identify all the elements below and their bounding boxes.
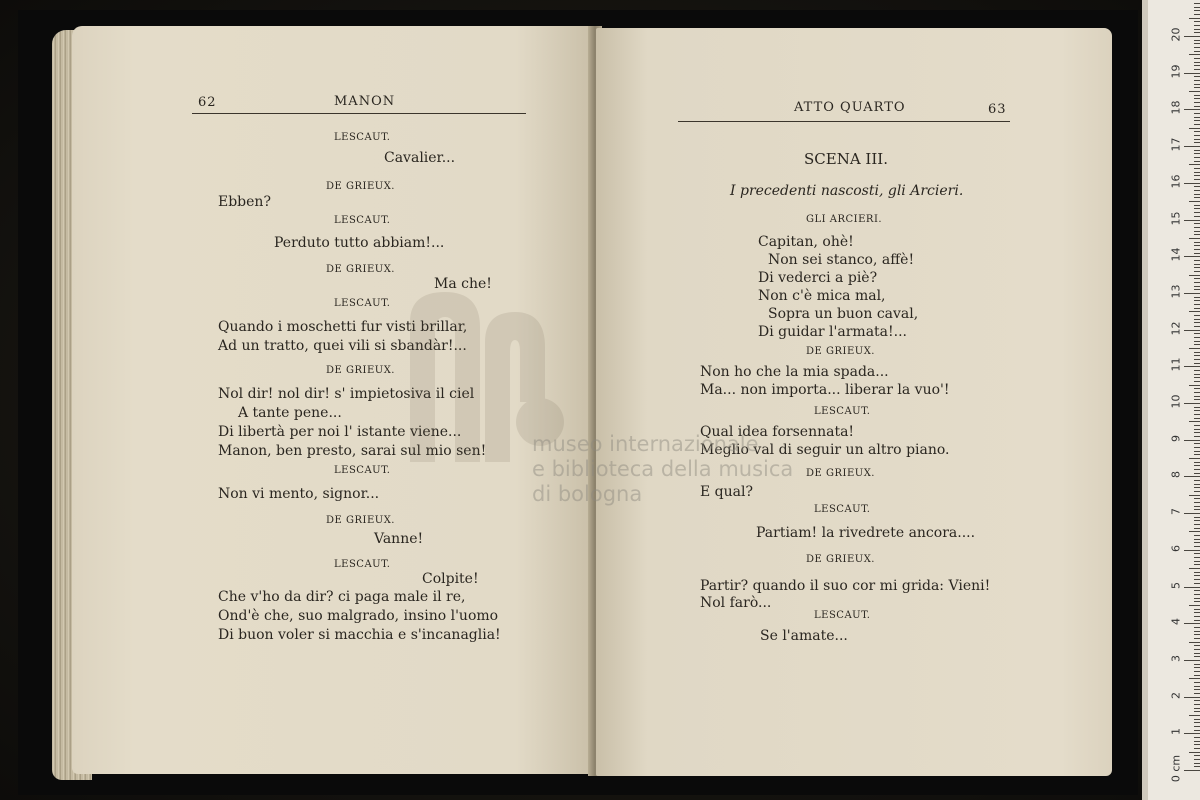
speaker-label: LESCAUT. (334, 298, 391, 309)
ruler-tick (1194, 47, 1200, 48)
ruler-tick (1194, 598, 1200, 599)
verse-line: Non vi mento, signor... (218, 486, 380, 502)
ruler-tick (1194, 131, 1200, 132)
ruler-tick (1194, 517, 1200, 518)
verse-line: Nol farò... (700, 595, 772, 611)
ruler-label: 1 (1169, 728, 1183, 736)
ruler-tick (1184, 220, 1200, 221)
speaker-label: DE GRIEUX. (806, 468, 875, 479)
ruler-tick (1194, 194, 1200, 195)
ruler-tick (1194, 484, 1200, 485)
ruler-tick (1194, 575, 1200, 576)
verse-line: Ond'è che, suo malgrado, insino l'uomo (218, 608, 499, 624)
ruler-tick (1194, 186, 1200, 187)
left-head-rule (192, 113, 526, 114)
ruler-tick (1194, 175, 1200, 176)
ruler-label: 5 (1169, 581, 1183, 589)
verse-line: Ad un tratto, quei vili si sbandàr!... (218, 338, 467, 354)
ruler-tick (1194, 264, 1200, 265)
ruler-tick (1184, 403, 1200, 404)
verse-line: Di buon voler si macchia e s'incanaglia! (218, 627, 501, 643)
ruler-tick (1189, 128, 1200, 129)
ruler-tick (1194, 98, 1200, 99)
ruler-tick (1194, 168, 1200, 169)
ruler-label: 9 (1169, 434, 1183, 442)
speaker-label: LESCAUT. (814, 504, 871, 515)
ruler-label: 15 (1169, 211, 1183, 225)
ruler-tick (1194, 730, 1200, 731)
ruler-tick (1194, 161, 1200, 162)
ruler-tick (1194, 190, 1200, 191)
ruler-label: 12 (1169, 321, 1183, 336)
verse-line: Perduto tutto abbiam!... (274, 235, 445, 251)
ruler-tick (1194, 425, 1200, 426)
ruler-tick (1194, 142, 1200, 143)
ruler-tick (1194, 675, 1200, 676)
verse-line: Vanne! (374, 531, 424, 547)
ruler-tick (1189, 421, 1200, 422)
ruler-tick (1184, 109, 1200, 110)
ruler-tick (1194, 300, 1200, 301)
ruler-tick (1194, 80, 1200, 81)
ruler-tick (1189, 54, 1200, 55)
ruler-tick (1194, 748, 1200, 749)
right-page (596, 28, 1112, 776)
ruler-tick (1194, 502, 1200, 503)
ruler-label: 0 cm (1169, 754, 1183, 783)
ruler-tick (1184, 36, 1200, 37)
ruler-tick (1194, 113, 1200, 114)
verse-line: Che v'ho da dir? ci paga male il re, (218, 589, 466, 605)
ruler-tick (1194, 388, 1200, 389)
ruler-tick (1194, 443, 1200, 444)
ruler-tick (1194, 341, 1200, 342)
verse-line: Capitan, ohè! (758, 234, 854, 250)
ruler-tick (1194, 473, 1200, 474)
ruler-tick (1184, 293, 1200, 294)
speaker-label: LESCAUT. (814, 610, 871, 621)
ruler-tick (1194, 286, 1200, 287)
ruler-tick (1194, 29, 1200, 30)
ruler-tick (1184, 476, 1200, 477)
ruler-tick (1184, 330, 1200, 331)
ruler-tick (1194, 315, 1200, 316)
ruler-tick (1194, 278, 1200, 279)
ruler-tick (1194, 25, 1200, 26)
ruler-tick (1194, 414, 1200, 415)
ruler-tick (1194, 153, 1200, 154)
ruler-tick (1194, 157, 1200, 158)
ruler-tick (1194, 667, 1200, 668)
watermark-line: e biblioteca della musica (532, 457, 794, 481)
ruler-tick (1189, 715, 1200, 716)
watermark-line: museo internazionale (532, 432, 759, 456)
ruler-tick (1189, 18, 1200, 19)
scene-title: SCENA III. (804, 150, 888, 168)
ruler-tick (1194, 245, 1200, 246)
ruler-tick (1184, 623, 1200, 624)
verse-line: Di libertà per noi l' istante viene... (218, 424, 462, 440)
ruler-tick (1194, 333, 1200, 334)
ruler-tick (1194, 711, 1200, 712)
speaker-label: DE GRIEUX. (326, 515, 395, 526)
ruler-tick (1194, 741, 1200, 742)
ruler-tick (1194, 352, 1200, 353)
ruler-tick (1194, 524, 1200, 525)
verse-line: Di guidar l'armata!... (758, 324, 907, 340)
ruler-tick (1194, 579, 1200, 580)
speaker-label: DE GRIEUX. (806, 346, 875, 357)
ruler-tick (1194, 436, 1200, 437)
ruler-tick (1194, 487, 1200, 488)
ruler-tick (1194, 95, 1200, 96)
right-page-number: 63 (988, 102, 1007, 117)
ruler-tick (1194, 84, 1200, 85)
verse-line: Meglio val di seguir un altro piano. (700, 442, 950, 458)
speaker-label: LESCAUT. (334, 465, 391, 476)
speaker-label: DE GRIEUX. (326, 264, 395, 275)
ruler-tick (1194, 689, 1200, 690)
ruler-tick (1194, 737, 1200, 738)
ruler-tick (1194, 32, 1200, 33)
ruler-tick (1194, 480, 1200, 481)
ruler-tick (1194, 231, 1200, 232)
ruler-tick (1194, 722, 1200, 723)
ruler-tick (1194, 454, 1200, 455)
ruler-tick (1189, 348, 1200, 349)
ruler-label: 14 (1169, 247, 1183, 262)
ruler-tick (1189, 164, 1200, 165)
watermark-text (532, 432, 793, 507)
speaker-label: LESCAUT. (334, 215, 391, 226)
ruler-tick (1189, 495, 1200, 496)
ruler-tick (1194, 242, 1200, 243)
ruler-tick (1184, 73, 1200, 74)
ruler-tick (1194, 117, 1200, 118)
ruler-tick (1184, 660, 1200, 661)
ruler-tick (1194, 590, 1200, 591)
verse-line: Qual idea forsennata! (700, 424, 855, 440)
ruler-tick (1194, 744, 1200, 745)
ruler-tick (1194, 62, 1200, 63)
ruler-tick (1194, 260, 1200, 261)
ruler-tick (1194, 43, 1200, 44)
ruler-tick (1194, 645, 1200, 646)
ruler-label: 2 (1169, 691, 1183, 699)
ruler-tick (1194, 10, 1200, 11)
left-running-head: MANON (334, 94, 396, 109)
ruler-tick (1194, 381, 1200, 382)
ruler-tick (1194, 583, 1200, 584)
ruler-tick (1194, 227, 1200, 228)
ruler-tick (1189, 91, 1200, 92)
verse-line: Ma... non importa... liberar la vuo'! (700, 382, 950, 398)
ruler-tick (1189, 568, 1200, 569)
ruler-tick (1194, 150, 1200, 151)
ruler-tick (1184, 256, 1200, 257)
ruler-tick (1194, 76, 1200, 77)
ruler-tick (1194, 612, 1200, 613)
ruler-tick (1194, 319, 1200, 320)
ruler-tick (1184, 513, 1200, 514)
speaker-label: LESCAUT. (334, 132, 391, 143)
ruler-tick (1194, 447, 1200, 448)
right-running-head: ATTO QUARTO (794, 100, 906, 115)
ruler-tick (1194, 410, 1200, 411)
ruler-tick (1194, 377, 1200, 378)
ruler-tick (1194, 553, 1200, 554)
ruler-tick (1194, 205, 1200, 206)
ruler-tick (1184, 183, 1200, 184)
ruler-label: 19 (1169, 64, 1183, 79)
ruler-tick (1189, 678, 1200, 679)
ruler-tick (1194, 355, 1200, 356)
left-page-number: 62 (198, 95, 217, 110)
ruler-label: 11 (1169, 357, 1183, 372)
ruler-tick (1194, 322, 1200, 323)
stage-direction: I precedenti nascosti, gli Arcieri. (730, 183, 964, 199)
ruler-tick (1194, 87, 1200, 88)
ruler-label: 13 (1169, 284, 1183, 299)
ruler-tick (1194, 223, 1200, 224)
ruler-tick (1194, 106, 1200, 107)
ruler-tick (1189, 311, 1200, 312)
ruler-tick (1194, 609, 1200, 610)
ruler-tick (1194, 282, 1200, 283)
ruler-tick (1194, 509, 1200, 510)
ruler-tick (1189, 642, 1200, 643)
ruler-tick (1194, 535, 1200, 536)
ruler-label: 16 (1169, 174, 1183, 189)
ruler-tick (1194, 627, 1200, 628)
ruler-tick (1184, 587, 1200, 588)
ruler-tick (1194, 124, 1200, 125)
ruler-tick (1194, 539, 1200, 540)
verse-line: A tante pene... (238, 405, 342, 421)
ruler-label: 10 (1169, 394, 1183, 409)
ruler-tick (1194, 370, 1200, 371)
ruler-tick (1194, 120, 1200, 121)
ruler-tick (1194, 704, 1200, 705)
ruler-tick (1194, 631, 1200, 632)
ruler-tick (1189, 201, 1200, 202)
verse-line: Quando i moschetti fur visti brillar, (218, 319, 468, 335)
ruler-tick (1194, 572, 1200, 573)
ruler-tick (1184, 733, 1200, 734)
ruler-tick (1194, 102, 1200, 103)
ruler-tick (1194, 407, 1200, 408)
ruler-tick (1194, 197, 1200, 198)
verse-line: Non c'è mica mal, (758, 288, 886, 304)
ruler-tick (1194, 498, 1200, 499)
ruler-tick (1194, 289, 1200, 290)
verse-line: Non ho che la mia spada... (700, 364, 889, 380)
ruler-tick (1194, 664, 1200, 665)
ruler-tick (1194, 418, 1200, 419)
ruler-tick (1194, 271, 1200, 272)
verse-line: E qual? (700, 484, 753, 500)
verse-line: Nol dir! nol dir! s' impietosiva il ciel (218, 386, 475, 402)
ruler-tick (1194, 616, 1200, 617)
ruler-tick (1194, 726, 1200, 727)
ruler-tick (1194, 7, 1200, 8)
ruler-label: 18 (1169, 100, 1183, 115)
speaker-label: DE GRIEUX. (326, 181, 395, 192)
ruler-tick (1194, 234, 1200, 235)
ruler-tick (1194, 528, 1200, 529)
ruler-tick (1194, 546, 1200, 547)
ruler-tick (1194, 763, 1200, 764)
ruler-label: 7 (1169, 508, 1183, 516)
verse-line: Non sei stanco, affè! (768, 252, 915, 268)
ruler-tick (1194, 216, 1200, 217)
ruler-tick (1194, 65, 1200, 66)
speaker-label: LESCAUT. (334, 559, 391, 570)
ruler-tick (1194, 399, 1200, 400)
ruler-tick (1194, 620, 1200, 621)
ruler-tick (1189, 458, 1200, 459)
ruler-tick (1194, 139, 1200, 140)
ruler-tick (1184, 366, 1200, 367)
ruler-tick (1194, 212, 1200, 213)
ruler-label: 17 (1169, 137, 1183, 152)
verse-line: Ma che! (434, 276, 492, 292)
ruler-tick (1194, 520, 1200, 521)
verse-line: Colpite! (422, 571, 479, 587)
ruler-tick (1194, 506, 1200, 507)
ruler-tick (1194, 58, 1200, 59)
ruler-edge (1142, 0, 1148, 800)
ruler-tick (1194, 542, 1200, 543)
ruler-tick (1194, 561, 1200, 562)
ruler-tick (1194, 638, 1200, 639)
ruler-tick (1194, 432, 1200, 433)
ruler-tick (1194, 51, 1200, 52)
ruler-tick (1194, 429, 1200, 430)
watermark-line: di bologna (532, 482, 643, 506)
ruler-tick (1194, 755, 1200, 756)
ruler-label: 8 (1169, 471, 1183, 479)
ruler-tick (1194, 3, 1200, 4)
ruler-tick (1194, 634, 1200, 635)
ruler-tick (1194, 601, 1200, 602)
ruler-tick (1194, 656, 1200, 657)
ruler-tick (1189, 531, 1200, 532)
verse-line: Manon, ben presto, sarai sul mio sen! (218, 443, 487, 459)
ruler-tick (1194, 208, 1200, 209)
ruler-tick (1194, 337, 1200, 338)
ruler-tick (1194, 653, 1200, 654)
ruler-tick (1194, 465, 1200, 466)
ruler-tick (1194, 759, 1200, 760)
ruler-tick (1194, 308, 1200, 309)
ruler-tick (1194, 172, 1200, 173)
right-head-rule (678, 121, 1010, 122)
ruler-tick (1194, 693, 1200, 694)
ruler-tick (1194, 304, 1200, 305)
ruler-tick (1184, 697, 1200, 698)
ruler-tick (1194, 179, 1200, 180)
ruler-tick (1194, 766, 1200, 767)
speaker-label: GLI ARCIERI. (806, 214, 883, 225)
ruler-tick (1189, 752, 1200, 753)
ruler-tick (1194, 135, 1200, 136)
measuring-ruler (1142, 0, 1200, 800)
ruler-tick (1194, 686, 1200, 687)
ruler-tick (1194, 671, 1200, 672)
ruler-tick (1194, 491, 1200, 492)
speaker-label: DE GRIEUX. (806, 554, 875, 565)
ruler-tick (1194, 392, 1200, 393)
ruler-tick (1194, 462, 1200, 463)
ruler-label: 20 (1169, 27, 1183, 42)
ruler-tick (1194, 359, 1200, 360)
ruler-label: 3 (1169, 654, 1183, 662)
ruler-tick (1194, 682, 1200, 683)
ruler-tick (1194, 253, 1200, 254)
ruler-tick (1194, 594, 1200, 595)
ruler-tick (1184, 770, 1200, 771)
ruler-label: 4 (1169, 618, 1183, 626)
verse-line: Di vederci a piè? (758, 270, 878, 286)
ruler-tick (1184, 550, 1200, 551)
ruler-tick (1184, 440, 1200, 441)
ruler-tick (1194, 326, 1200, 327)
ruler-tick (1184, 146, 1200, 147)
ruler-tick (1194, 708, 1200, 709)
ruler-tick (1189, 238, 1200, 239)
verse-line: Partir? quando il suo cor mi grida: Vieni! (700, 578, 991, 594)
ruler-tick (1194, 469, 1200, 470)
ruler-tick (1194, 374, 1200, 375)
verse-line: Sopra un buon caval, (768, 306, 919, 322)
ruler-tick (1194, 363, 1200, 364)
ruler-tick (1189, 385, 1200, 386)
verse-line: Se l'amate... (760, 628, 848, 644)
ruler-tick (1194, 564, 1200, 565)
ruler-tick (1194, 249, 1200, 250)
ruler-tick (1194, 21, 1200, 22)
speaker-label: LESCAUT. (814, 406, 871, 417)
ruler-tick (1194, 396, 1200, 397)
ruler-tick (1194, 297, 1200, 298)
ruler-tick (1194, 40, 1200, 41)
ruler-label: 6 (1169, 544, 1183, 552)
ruler-tick (1194, 719, 1200, 720)
speaker-label: DE GRIEUX. (326, 365, 395, 376)
ruler-tick (1194, 700, 1200, 701)
verse-line: Cavalier... (384, 150, 456, 166)
ruler-tick (1194, 557, 1200, 558)
ruler-tick (1194, 649, 1200, 650)
ruler-tick (1189, 605, 1200, 606)
ruler-tick (1194, 69, 1200, 70)
verse-line: Partiam! la rivedrete ancora.... (756, 525, 976, 541)
ruler-tick (1194, 14, 1200, 15)
ruler-tick (1194, 267, 1200, 268)
verse-line: Ebben? (218, 194, 271, 210)
ruler-tick (1189, 275, 1200, 276)
ruler-tick (1194, 451, 1200, 452)
ruler-tick (1194, 344, 1200, 345)
